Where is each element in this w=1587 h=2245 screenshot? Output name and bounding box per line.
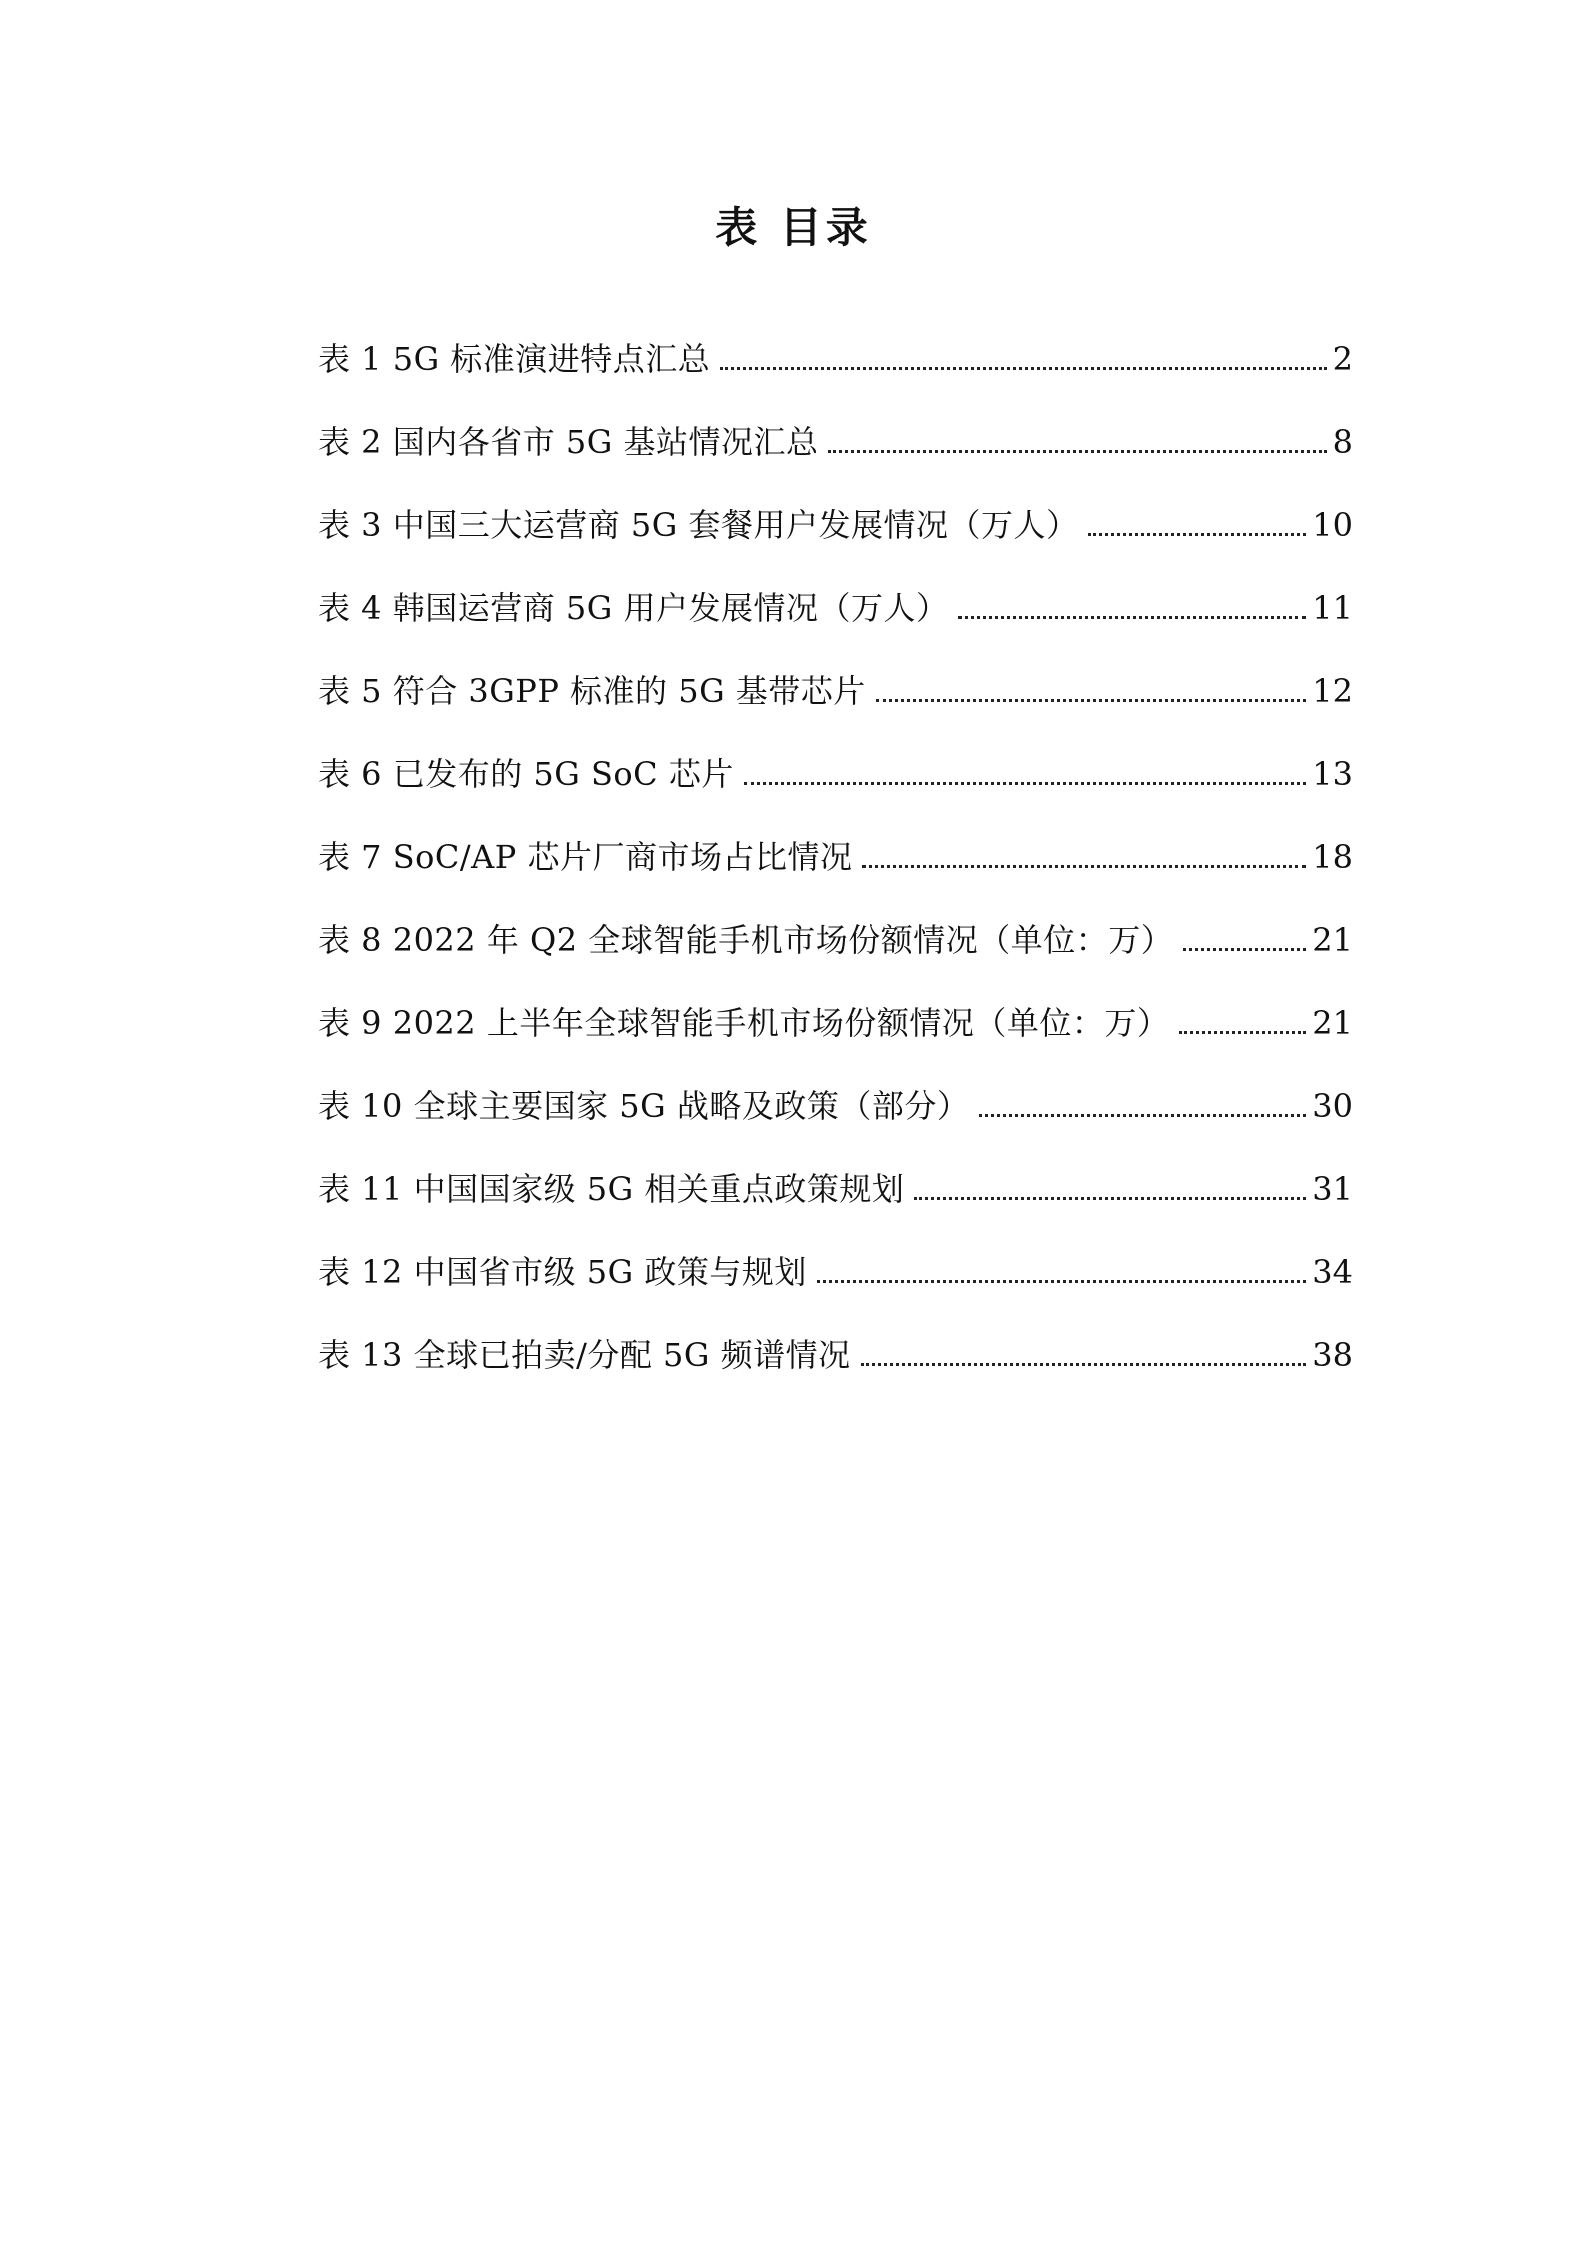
toc-entry-page: 8: [1332, 423, 1353, 461]
toc-dot-leader: [979, 1113, 1306, 1117]
toc-entry-page: 18: [1312, 838, 1353, 876]
toc-entry-page: 13: [1312, 755, 1353, 793]
page-title: 表 目录: [715, 203, 872, 252]
toc-entry[interactable]: [318, 502, 1353, 585]
toc-dot-leader: [817, 1279, 1306, 1283]
toc-entry[interactable]: [318, 1083, 1353, 1166]
toc-entry[interactable]: [318, 1166, 1353, 1249]
toc-entry[interactable]: [318, 585, 1353, 668]
toc-dot-leader: [862, 864, 1306, 868]
toc-entry[interactable]: [318, 917, 1353, 1000]
toc-entry-page: 34: [1312, 1253, 1353, 1291]
toc-entry[interactable]: [318, 419, 1353, 502]
toc-entry-label: 表 13 全球已拍卖/分配 5G 频谱情况: [318, 1336, 851, 1374]
toc-entry[interactable]: [318, 336, 1353, 419]
toc-dot-leader: [1088, 532, 1306, 536]
toc-dot-leader: [1183, 947, 1306, 951]
toc-dot-leader: [876, 698, 1306, 702]
toc-entry-label: 表 10 全球主要国家 5G 战略及政策（部分）: [318, 1087, 970, 1125]
toc-entry-label: 表 7 SoC/AP 芯片厂商市场占比情况: [318, 838, 853, 876]
toc-dot-leader: [828, 449, 1326, 453]
toc-entry-label: 表 2 国内各省市 5G 基站情况汇总: [318, 423, 819, 461]
toc-dot-leader: [720, 366, 1326, 370]
toc-entry[interactable]: [318, 751, 1353, 834]
toc-dot-leader: [744, 781, 1306, 785]
toc-entry[interactable]: [318, 1000, 1353, 1083]
toc-dot-leader: [861, 1362, 1307, 1366]
toc-dot-leader: [914, 1196, 1306, 1200]
toc-dot-leader: [958, 615, 1306, 619]
toc-entry-page: 21: [1312, 921, 1353, 959]
toc-entry-label: 表 5 符合 3GPP 标准的 5G 基带芯片: [318, 672, 866, 710]
toc-entry-page: 30: [1312, 1087, 1353, 1125]
toc-dot-leader: [1179, 1030, 1306, 1034]
toc-entry-page: 11: [1312, 589, 1353, 627]
toc-entry-label: 表 3 中国三大运营商 5G 套餐用户发展情况（万人）: [318, 506, 1079, 544]
toc-entry-label: 表 8 2022 年 Q2 全球智能手机市场份额情况（单位：万）: [318, 921, 1174, 959]
toc-entry-page: 12: [1312, 672, 1353, 710]
toc-entry[interactable]: [318, 1249, 1353, 1332]
toc-entry[interactable]: [318, 668, 1353, 751]
toc-entry-label: 表 6 已发布的 5G SoC 芯片: [318, 755, 734, 793]
toc-entry-label: 表 4 韩国运营商 5G 用户发展情况（万人）: [318, 589, 949, 627]
toc-entry-label: 表 12 中国省市级 5G 政策与规划: [318, 1253, 807, 1291]
toc-entry-label: 表 1 5G 标准演进特点汇总: [318, 340, 711, 378]
toc-entry-label: 表 11 中国国家级 5G 相关重点政策规划: [318, 1170, 905, 1208]
toc-entry-page: 38: [1312, 1336, 1353, 1374]
toc-entry-label: 表 9 2022 上半年全球智能手机市场份额情况（单位：万）: [318, 1004, 1170, 1042]
toc-entry-page: 2: [1332, 340, 1353, 378]
toc-entry[interactable]: [318, 834, 1353, 917]
toc-entry-page: 31: [1312, 1170, 1353, 1208]
toc-entry[interactable]: [318, 1332, 1353, 1415]
toc-entry-page: 21: [1312, 1004, 1353, 1042]
table-of-contents: [318, 336, 1353, 1415]
toc-entry-page: 10: [1312, 506, 1353, 544]
